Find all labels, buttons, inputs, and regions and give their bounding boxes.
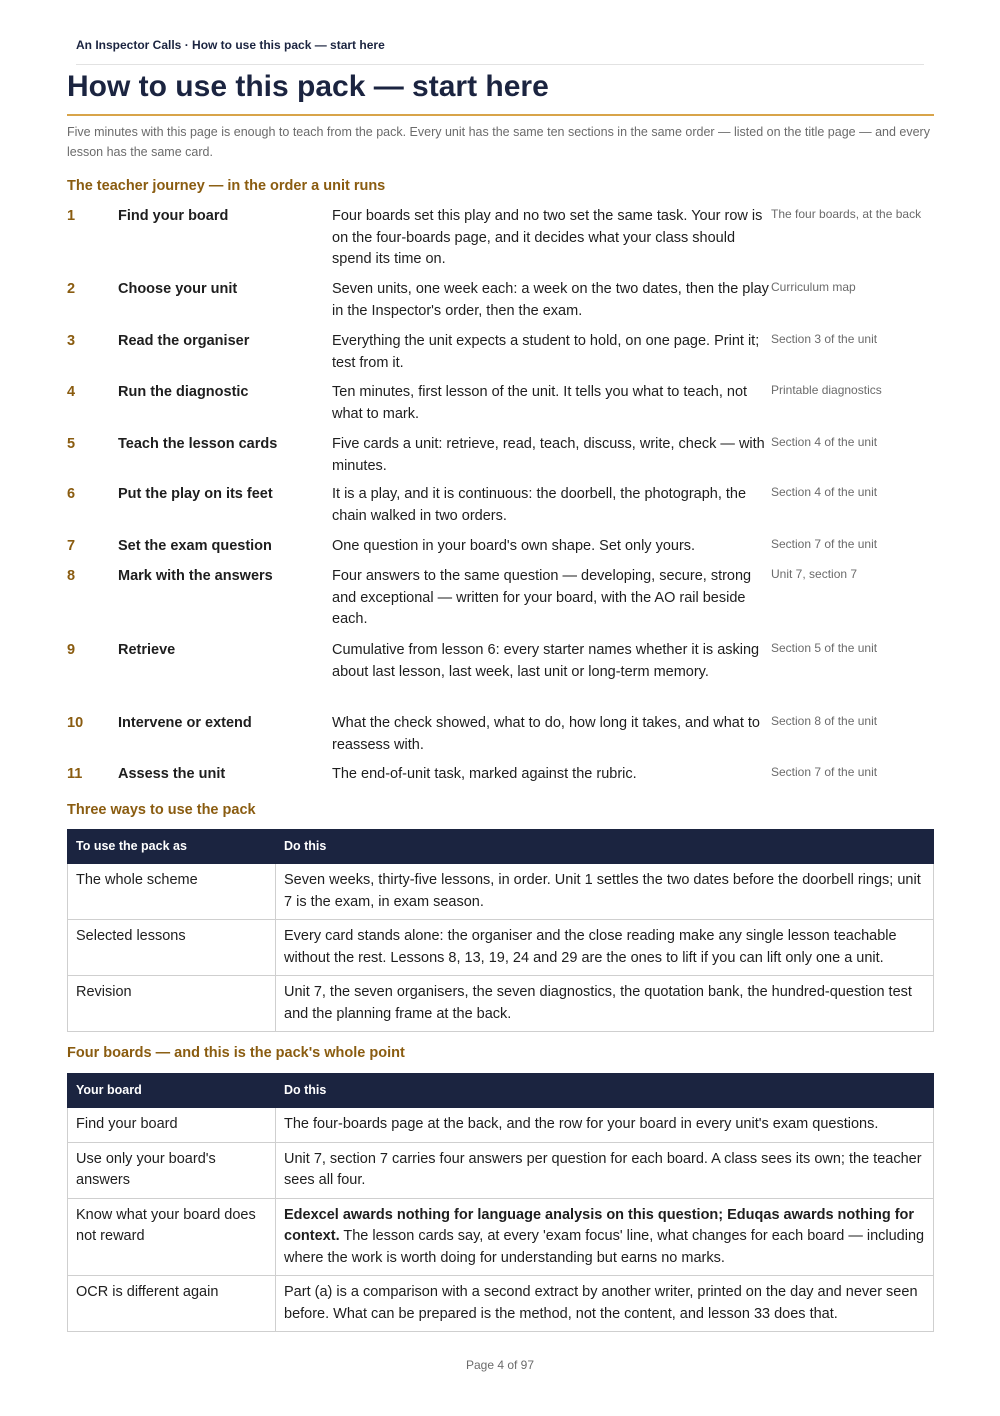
- step-name: Put the play on its feet: [118, 486, 273, 502]
- step-description: Four answers to the same question — developing, secure, strong and exceptional — written for your board, with the AO rail beside each.: [332, 568, 752, 627]
- step-name: Set the exam question: [118, 538, 272, 554]
- step-reference: Section 4 of the unit: [771, 435, 878, 449]
- table-cell: Unit 7, the seven organisers, the seven diagnostics, the quotation bank, the hundred-question test and the planning frame at the back.: [276, 976, 934, 1032]
- journey-step: [67, 536, 937, 566]
- four-boards-table: [67, 1073, 934, 1332]
- step-number: 9: [67, 642, 76, 658]
- step-reference: Section 5 of the unit: [771, 641, 878, 655]
- step-number: 1: [67, 208, 76, 224]
- step-number: 6: [67, 486, 76, 502]
- step-description: Ten minutes, first lesson of the unit. It tells you what to teach, not what to mark.: [332, 384, 748, 422]
- table-cell: [276, 1198, 934, 1276]
- column-header: Do this: [276, 1074, 934, 1108]
- step-name: Run the diagnostic: [118, 384, 249, 400]
- teacher-journey-heading: The teacher journey — in the order a unit runs: [67, 178, 386, 194]
- column-header: Your board: [68, 1074, 276, 1108]
- table-row: [68, 1108, 934, 1143]
- step-description: Seven units, one week each: a week on the two dates, then the play in the Inspector's order, then the exam.: [332, 281, 769, 319]
- table-row: [68, 864, 934, 920]
- table-row: [68, 1198, 934, 1276]
- emphasis-text: Edexcel awards nothing for language analysis on this question; Eduqas awards nothing for context.: [284, 1206, 915, 1244]
- teacher-journey-list: [67, 206, 937, 794]
- table-cell: Revision: [68, 976, 276, 1032]
- step-number: 5: [67, 436, 76, 452]
- step-reference: Section 4 of the unit: [771, 485, 878, 499]
- step-name: Retrieve: [118, 642, 176, 658]
- journey-step: [67, 331, 937, 382]
- table-cell: Use only your board's answers: [68, 1142, 276, 1198]
- step-description: Four boards set this play and no two set the same task. Your row is on the four-boards page, and it decides what your class should spend its time on.: [332, 208, 763, 267]
- step-reference: Section 8 of the unit: [771, 714, 878, 728]
- table-row: [68, 920, 934, 976]
- step-name: Choose your unit: [118, 281, 238, 297]
- step-name: Assess the unit: [118, 766, 226, 782]
- step-number: 11: [67, 766, 83, 782]
- journey-step: [67, 434, 937, 484]
- step-reference: Unit 7, section 7: [771, 567, 858, 581]
- table-row: [68, 1276, 934, 1332]
- table-cell: Find your board: [68, 1108, 276, 1143]
- intro-paragraph: Five minutes with this page is enough to teach from the pack. Every unit has the same ten sections in the same order — listed on the title page — and every lesson has the same card.: [67, 125, 930, 159]
- step-reference: Printable diagnostics: [771, 383, 882, 397]
- table-cell-text: The lesson cards say, at every 'exam focus' line, what changes for each board — including where the work is worth doing for understanding but earns no marks.: [284, 1228, 925, 1266]
- step-number: 2: [67, 281, 76, 297]
- table-cell: Seven weeks, thirty-five lessons, in order. Unit 1 settles the two dates before the doorbell rings; unit 7 is the exam, in exam season.: [276, 864, 934, 920]
- step-reference: Section 7 of the unit: [771, 765, 878, 779]
- table-cell: Unit 7, section 7 carries four answers per question for each board. A class sees its own; the teacher sees all four.: [276, 1142, 934, 1198]
- table-cell: The four-boards page at the back, and the row for your board in every unit's exam questions.: [276, 1108, 934, 1143]
- journey-step: [67, 640, 937, 713]
- journey-step: [67, 279, 937, 331]
- step-reference: Section 7 of the unit: [771, 537, 878, 551]
- running-head: An Inspector Calls · How to use this pack — start here: [76, 38, 924, 65]
- step-name: Teach the lesson cards: [118, 436, 278, 452]
- journey-step: [67, 484, 937, 536]
- step-description: One question in your board's own shape. Set only yours.: [332, 538, 696, 554]
- journey-step: [67, 206, 937, 279]
- step-description: Five cards a unit: retrieve, read, teach, discuss, write, check — with minutes.: [332, 436, 765, 474]
- journey-step: [67, 566, 937, 640]
- column-header: To use the pack as: [68, 830, 276, 864]
- table-row: [68, 976, 934, 1032]
- step-number: 7: [67, 538, 76, 554]
- table-row: [68, 1142, 934, 1198]
- step-number: 3: [67, 333, 76, 349]
- step-description: What the check showed, what to do, how long it takes, and what to reassess with.: [332, 715, 760, 753]
- step-name: Read the organiser: [118, 333, 250, 349]
- three-ways-heading: Three ways to use the pack: [67, 802, 256, 818]
- table-cell: Every card stands alone: the organiser and the close reading make any single lesson teachable without the rest. Lessons 8, 13, 19, 24 and 29 are the ones to lift if you can lift only one a unit.: [276, 920, 934, 976]
- step-reference: The four boards, at the back: [771, 207, 922, 221]
- step-number: 10: [67, 715, 84, 731]
- step-description: The end-of-unit task, marked against the rubric.: [332, 766, 637, 782]
- page-title: How to use this pack — start here: [67, 70, 934, 116]
- three-ways-table: [67, 829, 934, 1032]
- step-name: Intervene or extend: [118, 715, 252, 731]
- table-cell: Selected lessons: [68, 920, 276, 976]
- four-boards-heading: Four boards — and this is the pack's whole point: [67, 1045, 405, 1061]
- step-reference: Curriculum map: [771, 280, 856, 294]
- journey-step: [67, 764, 937, 794]
- step-name: Mark with the answers: [118, 568, 273, 584]
- step-reference: Section 3 of the unit: [771, 332, 878, 346]
- journey-step: [67, 382, 937, 434]
- table-header-row: [68, 830, 934, 864]
- table-header-row: [68, 1074, 934, 1108]
- step-number: 8: [67, 568, 76, 584]
- step-name: Find your board: [118, 208, 229, 224]
- table-cell: OCR is different again: [68, 1276, 276, 1332]
- table-cell: Know what your board does not reward: [68, 1198, 276, 1276]
- journey-step: [67, 713, 937, 764]
- step-description: Everything the unit expects a student to hold, on one page. Print it; test from it.: [332, 333, 760, 371]
- table-cell: Part (a) is a comparison with a second extract by another writer, printed on the day and never seen before. What can be prepared is the method, not the content, and lesson 33 does that.: [276, 1276, 934, 1332]
- step-number: 4: [67, 384, 76, 400]
- table-cell: The whole scheme: [68, 864, 276, 920]
- page-number: Page 4 of 97: [465, 1358, 535, 1372]
- step-description: Cumulative from lesson 6: every starter names whether it is asking about last lesson, last week, last unit or long-term memory.: [332, 642, 760, 680]
- step-description: It is a play, and it is continuous: the doorbell, the photograph, the chain walked in two orders.: [332, 486, 747, 524]
- column-header: Do this: [276, 830, 934, 864]
